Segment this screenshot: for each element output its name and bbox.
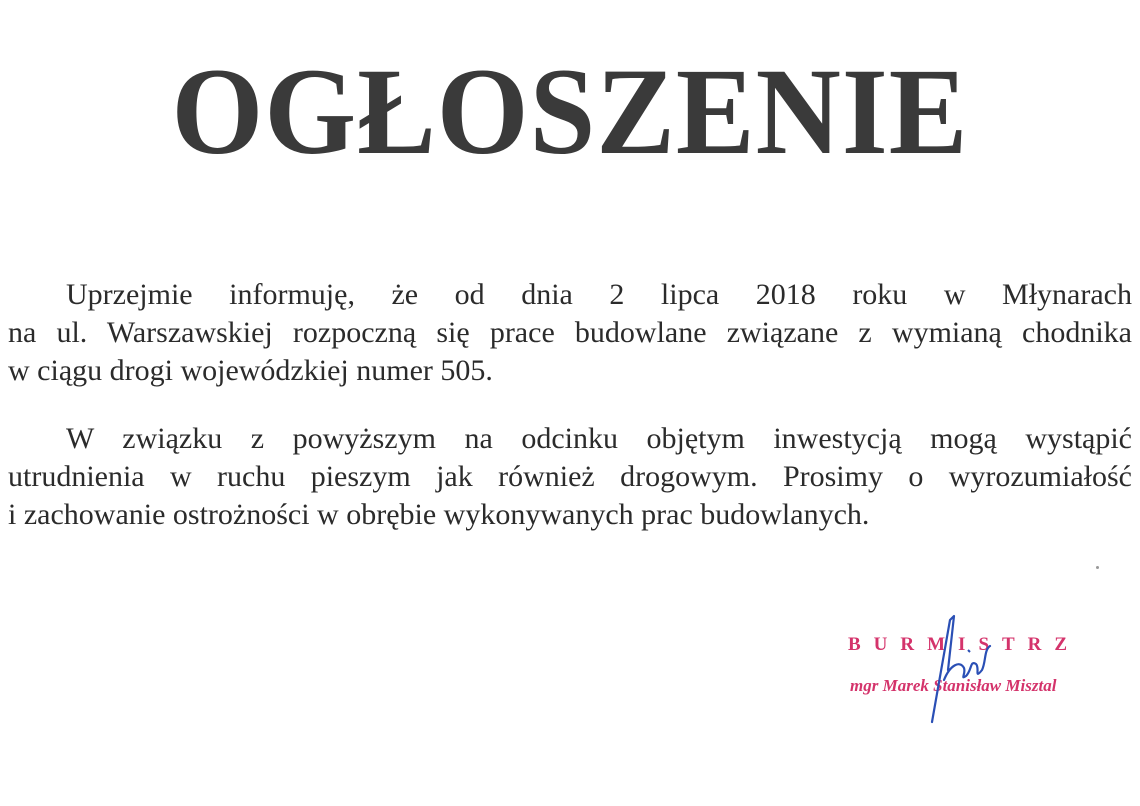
page-title: OGŁOSZENIE (171, 42, 969, 181)
paragraph-2 (8, 420, 1132, 534)
handwritten-signature-icon (920, 610, 1000, 730)
paragraph-1 (8, 276, 1132, 390)
paragraph-2-line-2: utrudnienia w ruchu pieszym jak również drogowym. Prosimy o wyrozumiałość (8, 460, 1132, 493)
scan-speck (1096, 566, 1099, 569)
stamp-title: BURMISTRZ (848, 634, 1081, 655)
paragraph-2-line-1: W związku z powyższym na odcinku objętym inwestycją mogą wystąpić (66, 422, 1132, 455)
paragraph-1-line-1: Uprzejmie informuję, że od dnia 2 lipca 2018 roku w Młynarach (66, 278, 1132, 311)
stamp-name: mgr Marek Stanisław Misztal (850, 676, 1057, 695)
paragraph-1-line-2: na ul. Warszawskiej rozpoczną się prace budowlane związane z wymianą chodnika (8, 316, 1132, 349)
paragraph-2-line-3: i zachowanie ostrożności w obrębie wykonywanych prac budowlanych. (8, 498, 870, 531)
paragraph-1-line-3: w ciągu drogi wojewódzkiej numer 505. (8, 354, 493, 387)
official-stamp (830, 620, 1090, 730)
